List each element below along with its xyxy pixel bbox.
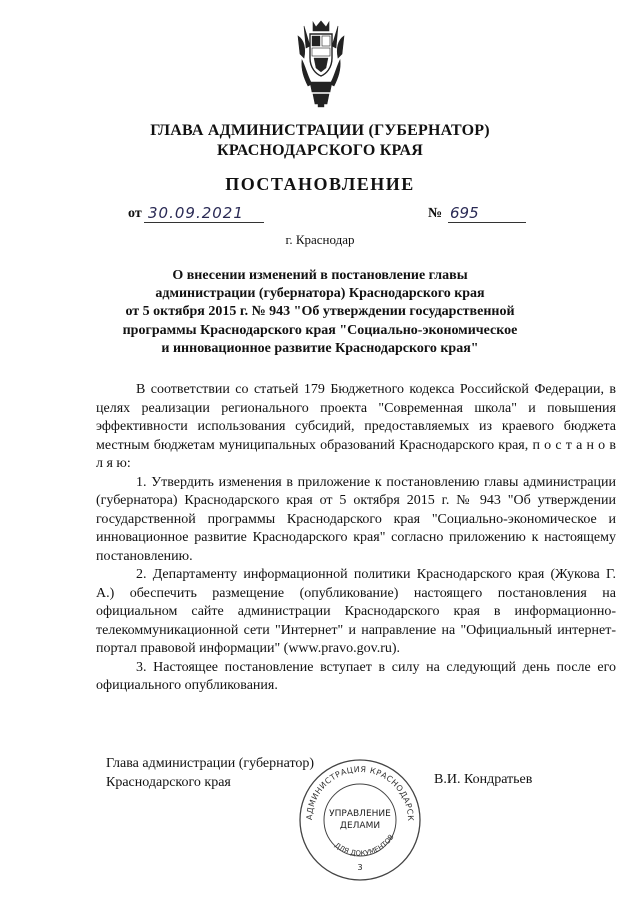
title-line: администрации (губернатора) Краснодарского края [155, 286, 485, 302]
official-stamp [298, 758, 422, 882]
signatory-position-line-2: Краснодарского края [106, 775, 231, 790]
resolution-item-3: 3. Настоящее постановление вступает в силу на следующий день после его официального опубликования. [96, 659, 616, 693]
stamp-center-line-1: УПРАВЛЕНИЕ [329, 809, 391, 819]
stamp-number: 3 [357, 863, 363, 872]
signatory-name: В.И. Кондратьев [434, 772, 533, 787]
title-line: О внесении изменений в постановление главы [172, 268, 468, 283]
document-body [96, 381, 616, 696]
stamp-center-line-2: ДЕЛАМИ [339, 821, 381, 831]
svg-text:ДЛЯ ДОКУМЕНТОВ [333, 833, 396, 858]
date-underline [144, 222, 264, 223]
signatory-position-line-1: Глава администрации (губернатор) [106, 756, 315, 771]
date-number-row [128, 206, 528, 228]
authority-title-line-1: ГЛАВА АДМИНИСТРАЦИИ (ГУБЕРНАТОР) [150, 122, 490, 139]
authority-title-line-2: КРАСНОДАРСКОГО КРАЯ [217, 142, 423, 159]
title-line: от 5 октября 2015 г. № 943 "Об утверждении государственной [125, 304, 515, 320]
title-line: и инновационное развитие Краснодарского края" [161, 340, 479, 356]
document-title [110, 267, 530, 358]
date-value: 30.09.2021 [148, 204, 244, 222]
resolution-item-1: 1. Утвердить изменения в приложение к постановлению главы администрации (губернатора) Краснодарского края от 5 октября 2015 г. № 943 "Об утверждении государственной программы Краснодарского края "Социально-экономическое и инновационное развитие Краснодарского края" согласно приложению к настоящему постановлению. [96, 474, 616, 564]
preamble-paragraph: В соответствии со статьей 179 Бюджетного кодекса Российской Федерации, в целях реализации регионального проекта "Современная школа" и повышения эффективности использования субсидий, предоставляемых из краевого бюджета местным бюджетам муниципальных образований Краснодарского края, п о с т а н о в л я ю: [96, 382, 616, 471]
title-line: программы Краснодарского края "Социально-экономическое [122, 322, 518, 338]
document-type: ПОСТАНОВЛЕНИЕ [225, 174, 415, 194]
stamp-ring-text: АДМИНИСТРАЦИЯ КРАСНОДАРСК [304, 764, 416, 822]
number-value: 695 [450, 204, 479, 222]
city: г. Краснодар [285, 232, 355, 247]
coat-of-arms-icon [296, 18, 346, 108]
number-prefix: № [428, 206, 443, 221]
stamp-bottom-text: ДЛЯ ДОКУМЕНТОВ [332, 833, 396, 858]
signatory-position [106, 754, 314, 792]
resolution-item-2: 2. Департаменту информационной политики Краснодарского края (Жукова Г. А.) обеспечить размещение (опубликование) настоящего постановления на официальном сайте администрации Краснодарского края в информационно-телекоммуникационной сети "Интернет" и направление на "Официальный интернет-портал правовой информации" (www.pravo.gov.ru). [96, 567, 616, 656]
date-prefix: от [128, 206, 142, 221]
number-underline [448, 222, 526, 223]
